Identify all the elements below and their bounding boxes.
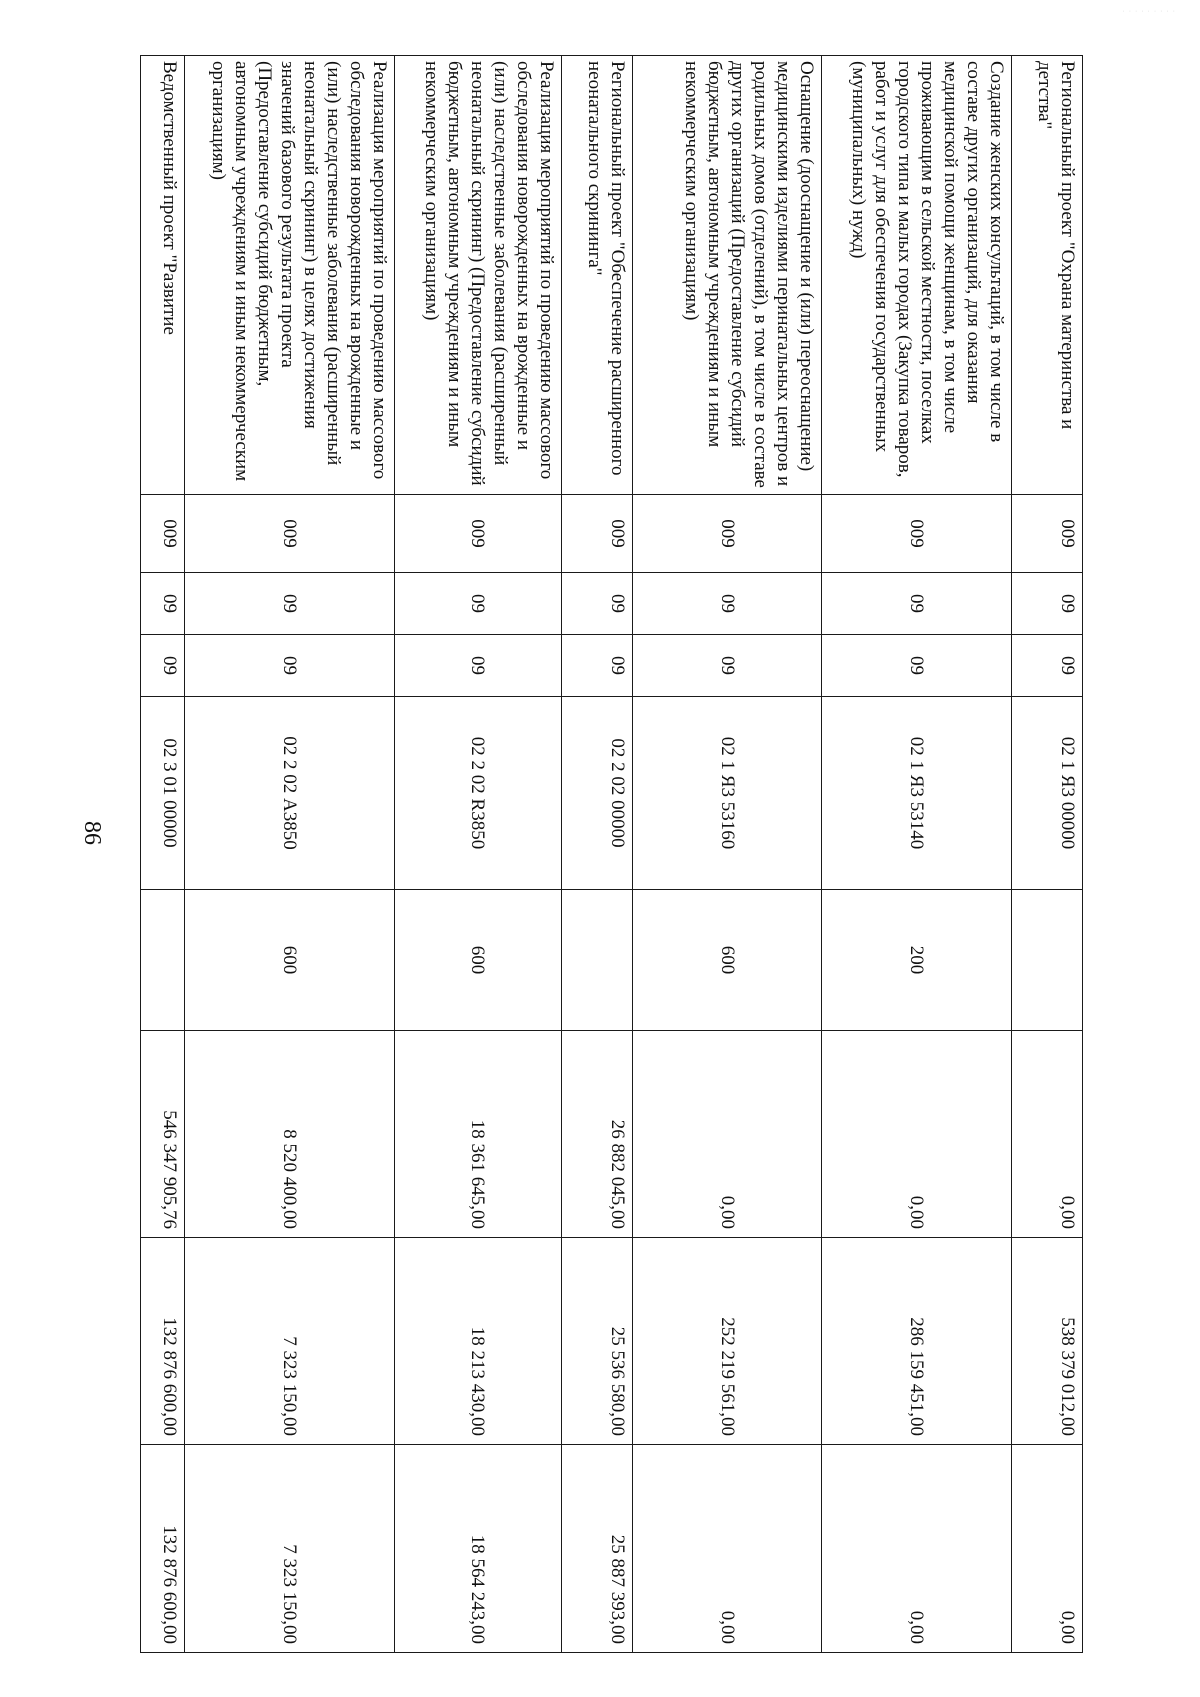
row-name: Реализация мероприятий по проведению массового обследования новорожденных на врожденные и (или) наследственные заболевания (расширенный неонатальный скрининг) в целях достижения значений базового результата проекта (Предоставление субсидий бюджетным, автономным учреждениям и иным некоммерческим организациям) [185, 56, 394, 495]
expense-type-code: 600 [394, 890, 561, 1031]
table-row [633, 56, 822, 1653]
ministry-code: 009 [394, 495, 561, 573]
ministry-code: 009 [633, 495, 822, 573]
scan-corner-mark: · · · · · · · · · [1122, 8, 1176, 15]
expense-type-code: 600 [633, 890, 822, 1031]
ministry-code: 009 [185, 495, 394, 573]
budget-table-rotated [140, 55, 1083, 1652]
subsection-code: 09 [822, 635, 1011, 697]
budget-table [140, 55, 1083, 1653]
section-code: 09 [561, 573, 632, 635]
amount-year-2: 132 876 600,00 [141, 1238, 185, 1445]
row-name: Региональный проект "Обеспечение расширенного неонатального скрининга" [561, 56, 632, 495]
section-code: 09 [141, 573, 185, 635]
target-article-code: 02 1 Я3 00000 [1011, 697, 1082, 890]
amount-year-3: 18 564 243,00 [394, 1445, 561, 1653]
amount-year-2: 18 213 430,00 [394, 1238, 561, 1445]
row-name: Ведомственный проект "Развитие [141, 56, 185, 495]
target-article-code: 02 1 Я3 53160 [633, 697, 822, 890]
amount-year-2: 538 379 012,00 [1011, 1238, 1082, 1445]
row-name: Региональный проект "Охрана материнства и детства" [1011, 56, 1082, 495]
table-row [822, 56, 1011, 1653]
amount-year-2: 252 219 561,00 [633, 1238, 822, 1445]
amount-year-3: 0,00 [633, 1445, 822, 1653]
expense-type-code: 600 [185, 890, 394, 1031]
row-name: Реализация мероприятий по проведению массового обследования новорожденных на врожденные и (или) наследственные заболевания (расширенный неонатальный скрининг) (Предоставление субсидий бюджетным, автономным учреждениям и иным некоммерческим организациям) [394, 56, 561, 495]
subsection-code: 09 [561, 635, 632, 697]
row-name: Создание женских консультаций, в том числе в составе других организаций, для оказания медицинской помощи женщинам, в том числе проживающим в сельской местности, поселках городского типа и малых городах (Закупка товаров, работ и услуг для обеспечения государственных (муниципальных) нужд) [822, 56, 1011, 495]
amount-year-3: 132 876 600,00 [141, 1445, 185, 1653]
ministry-code: 009 [141, 495, 185, 573]
amount-year-3: 25 887 393,00 [561, 1445, 632, 1653]
amount-year-3: 7 323 150,00 [185, 1445, 394, 1653]
section-code: 09 [185, 573, 394, 635]
amount-year-3: 0,00 [1011, 1445, 1082, 1653]
target-article-code: 02 1 Я3 53140 [822, 697, 1011, 890]
subsection-code: 09 [394, 635, 561, 697]
amount-year-1: 0,00 [1011, 1031, 1082, 1238]
amount-year-1: 546 347 905,76 [141, 1031, 185, 1238]
target-article-code: 02 2 02 00000 [561, 697, 632, 890]
budget-table-container [140, 55, 1083, 1652]
subsection-code: 09 [633, 635, 822, 697]
section-code: 09 [1011, 573, 1082, 635]
amount-year-2: 286 159 451,00 [822, 1238, 1011, 1445]
amount-year-1: 8 520 400,00 [185, 1031, 394, 1238]
table-row [394, 56, 561, 1653]
table-row [141, 56, 185, 1653]
amount-year-3: 0,00 [822, 1445, 1011, 1653]
ministry-code: 009 [822, 495, 1011, 573]
subsection-code: 09 [1011, 635, 1082, 697]
section-code: 09 [394, 573, 561, 635]
expense-type-code [141, 890, 185, 1031]
target-article-code: 02 2 02 А3850 [185, 697, 394, 890]
section-code: 09 [822, 573, 1011, 635]
row-name: Оснащение (дооснащение и (или) переоснащение) медицинскими изделиями перинатальных центров и родильных домов (отделений), в том числе в составе других организаций (Предоставление субсидий бюджетным, автономным учреждениям и иным некоммерческим организациям) [633, 56, 822, 495]
expense-type-code: 200 [822, 890, 1011, 1031]
amount-year-1: 26 882 045,00 [561, 1031, 632, 1238]
amount-year-1: 0,00 [633, 1031, 822, 1238]
subsection-code: 09 [141, 635, 185, 697]
amount-year-1: 0,00 [822, 1031, 1011, 1238]
section-code: 09 [633, 573, 822, 635]
table-row [185, 56, 394, 1653]
expense-type-code [1011, 890, 1082, 1031]
amount-year-1: 18 361 645,00 [394, 1031, 561, 1238]
page-number: 86 [79, 821, 105, 845]
ministry-code: 009 [561, 495, 632, 573]
expense-type-code [561, 890, 632, 1031]
subsection-code: 09 [185, 635, 394, 697]
table-row [1011, 56, 1082, 1653]
amount-year-2: 25 536 580,00 [561, 1238, 632, 1445]
table-row [561, 56, 632, 1653]
target-article-code: 02 3 01 00000 [141, 697, 185, 890]
amount-year-2: 7 323 150,00 [185, 1238, 394, 1445]
target-article-code: 02 2 02 R3850 [394, 697, 561, 890]
ministry-code: 009 [1011, 495, 1082, 573]
